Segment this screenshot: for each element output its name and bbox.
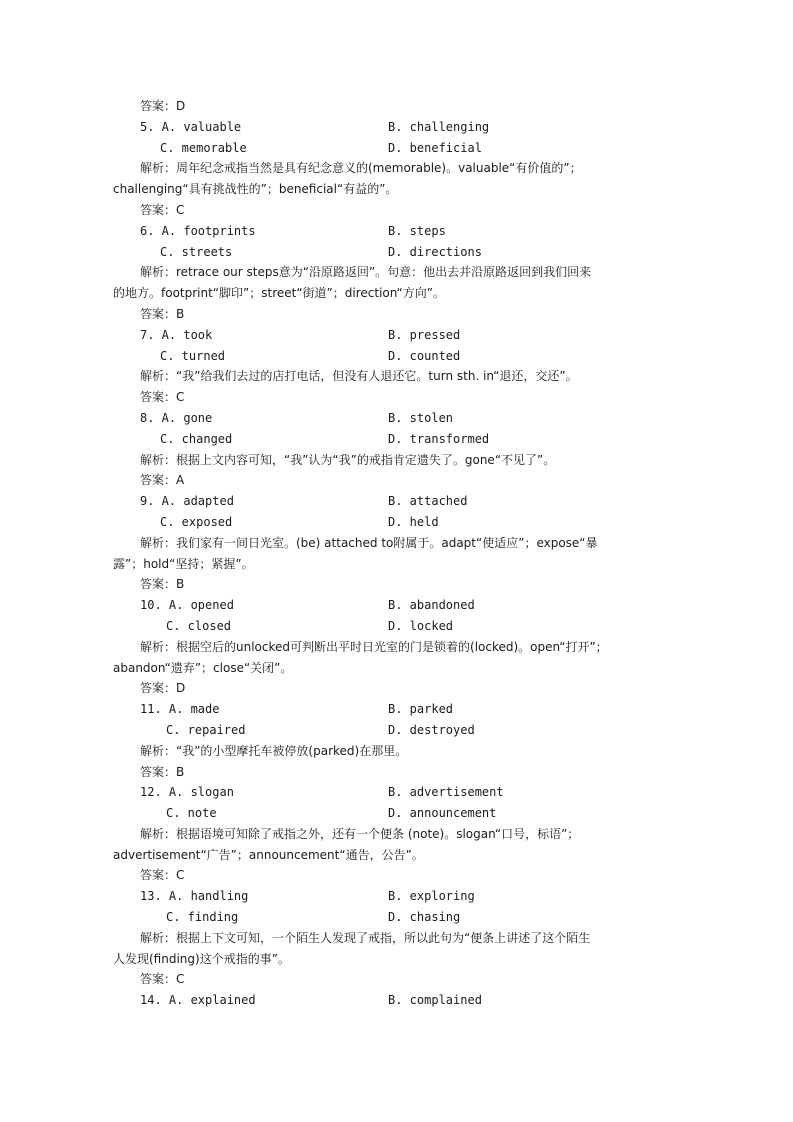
option-c: C. memorable [160,140,247,155]
options-row [0,117,793,138]
option-b: B. abandoned [388,598,475,613]
explanation-line [0,366,793,387]
answer-line [0,304,793,325]
option-a: 14. A. explained [140,993,256,1008]
option-a: 13. A. handling [140,889,249,904]
answer-line [0,762,793,783]
options-row [0,990,793,1011]
option-d: D. locked [388,618,454,633]
answer-q10: 答案：D [140,681,186,696]
explanation-line [0,450,793,471]
option-a: 12. A. slogan [140,785,234,800]
option-c: C. note [166,806,217,821]
explanation-text: 解析：retrace our steps意为“沿原路返回”。句意：他出去并沿原路返回到我们回来 [140,265,592,280]
option-b: B. attached [388,494,468,509]
options-row [0,221,793,242]
answer-line [0,574,793,595]
explanation-line [0,824,793,845]
options-row [0,325,793,346]
explanation-text: 露”；hold“坚持；紧握”。 [113,556,254,571]
option-b: B. exploring [388,889,475,904]
explanation-text: 解析：“我”给我们去过的店打电话，但没有人退还它。turn sth. in“退还，交还”。 [140,369,578,384]
option-c: C. finding [166,910,239,925]
option-d: D. directions [388,244,482,259]
explanation-text: 解析：我们家有一间日光室。(be) attached to附属于。adapt“使适应”；expose“暴 [140,535,598,550]
explanation-text: 解析：“我”的小型摩托车被停放(parked)在那里。 [140,743,408,758]
option-a: 6. A. footprints [140,223,256,238]
explanation-text: abandon“遗弃”；close“关闭”。 [113,660,293,675]
option-d: D. destroyed [388,722,475,737]
option-c: C. turned [160,348,226,363]
explanation-line [0,949,793,970]
option-b: B. challenging [388,119,490,134]
explanation-line [0,554,793,575]
options-row [0,720,793,741]
explanation-line [0,658,793,679]
document-page [0,96,793,1011]
answer-q8: 答案：A [140,473,185,488]
option-c: C. changed [160,431,233,446]
option-c: C. closed [166,618,232,633]
answer-line [0,96,793,117]
options-row [0,138,793,159]
option-b: B. stolen [388,410,454,425]
options-row [0,616,793,637]
answer-line [0,969,793,990]
explanation-text: 解析：根据上文内容可知，“我”认为“我”的戒指肯定遗失了。gone“不见了”。 [140,452,556,467]
explanation-text: 解析：根据语境可知除了戒指之外，还有一个便条 (note)。slogan“口号，标语”； [140,826,580,841]
option-b: B. steps [388,223,446,238]
option-b: B. parked [388,702,454,717]
options-row [0,886,793,907]
options-row [0,595,793,616]
option-a: 5. A. valuable [140,119,242,134]
option-d: D. announcement [388,806,497,821]
explanation-line [0,928,793,949]
options-row [0,907,793,928]
explanation-line [0,533,793,554]
explanation-text: 的地方。footprint“脚印”；street“街道”；direction“方向”。 [113,286,445,301]
explanation-line [0,262,793,283]
option-a: 7. A. took [140,327,213,342]
explanation-line [0,741,793,762]
options-row [0,242,793,263]
options-row [0,699,793,720]
explanation-text: advertisement“广告”；announcement“通告，公告”。 [113,847,424,862]
options-row [0,782,793,803]
option-c: C. streets [160,244,233,259]
explanation-line [0,158,793,179]
explanation-text: 解析：根据上下文可知，一个陌生人发现了戒指，所以此句为“便条上讲述了这个陌生 [140,930,591,945]
option-a: 8. A. gone [140,410,213,425]
options-row [0,346,793,367]
option-a: 10. A. opened [140,598,234,613]
answer-q4: 答案：D [140,99,186,113]
answer-line [0,470,793,491]
options-row [0,429,793,450]
explanation-line [0,283,793,304]
option-d: D. held [388,514,439,529]
answer-q11: 答案：B [140,764,185,779]
options-row [0,408,793,429]
explanation-line [0,179,793,200]
explanation-text: 解析：根据空后的unlocked可判断出平时日光室的门是锁着的(locked)。open“打开”； [140,639,608,654]
answer-q12: 答案：C [140,868,185,883]
options-row [0,491,793,512]
answer-q7: 答案：C [140,390,185,405]
option-b: B. complained [388,993,482,1008]
answer-q13: 答案：C [140,972,185,987]
option-d: D. counted [388,348,461,363]
option-c: C. exposed [160,514,233,529]
answer-line [0,865,793,886]
option-d: D. beneficial [388,140,482,155]
explanation-line [0,637,793,658]
answer-line [0,200,793,221]
options-row [0,803,793,824]
option-d: D. chasing [388,910,461,925]
option-d: D. transformed [388,431,490,446]
explanation-text: 解析：周年纪念戒指当然是具有纪念意义的(memorable)。valuable“有价值的”； [140,161,582,176]
answer-line [0,678,793,699]
options-row [0,512,793,533]
option-b: B. pressed [388,327,461,342]
explanation-text: 人发现(finding)这个戒指的事”。 [113,951,290,966]
option-a: 11. A. made [140,702,220,717]
explanation-text: challenging“具有挑战性的”；beneficial“有益的”。 [113,182,398,197]
answer-q6: 答案：B [140,306,185,321]
answer-line [0,387,793,408]
explanation-line [0,845,793,866]
option-b: B. advertisement [388,785,504,800]
answer-q9: 答案：B [140,577,185,592]
option-a: 9. A. adapted [140,494,234,509]
option-c: C. repaired [166,722,246,737]
answer-q5: 答案：C [140,202,185,217]
